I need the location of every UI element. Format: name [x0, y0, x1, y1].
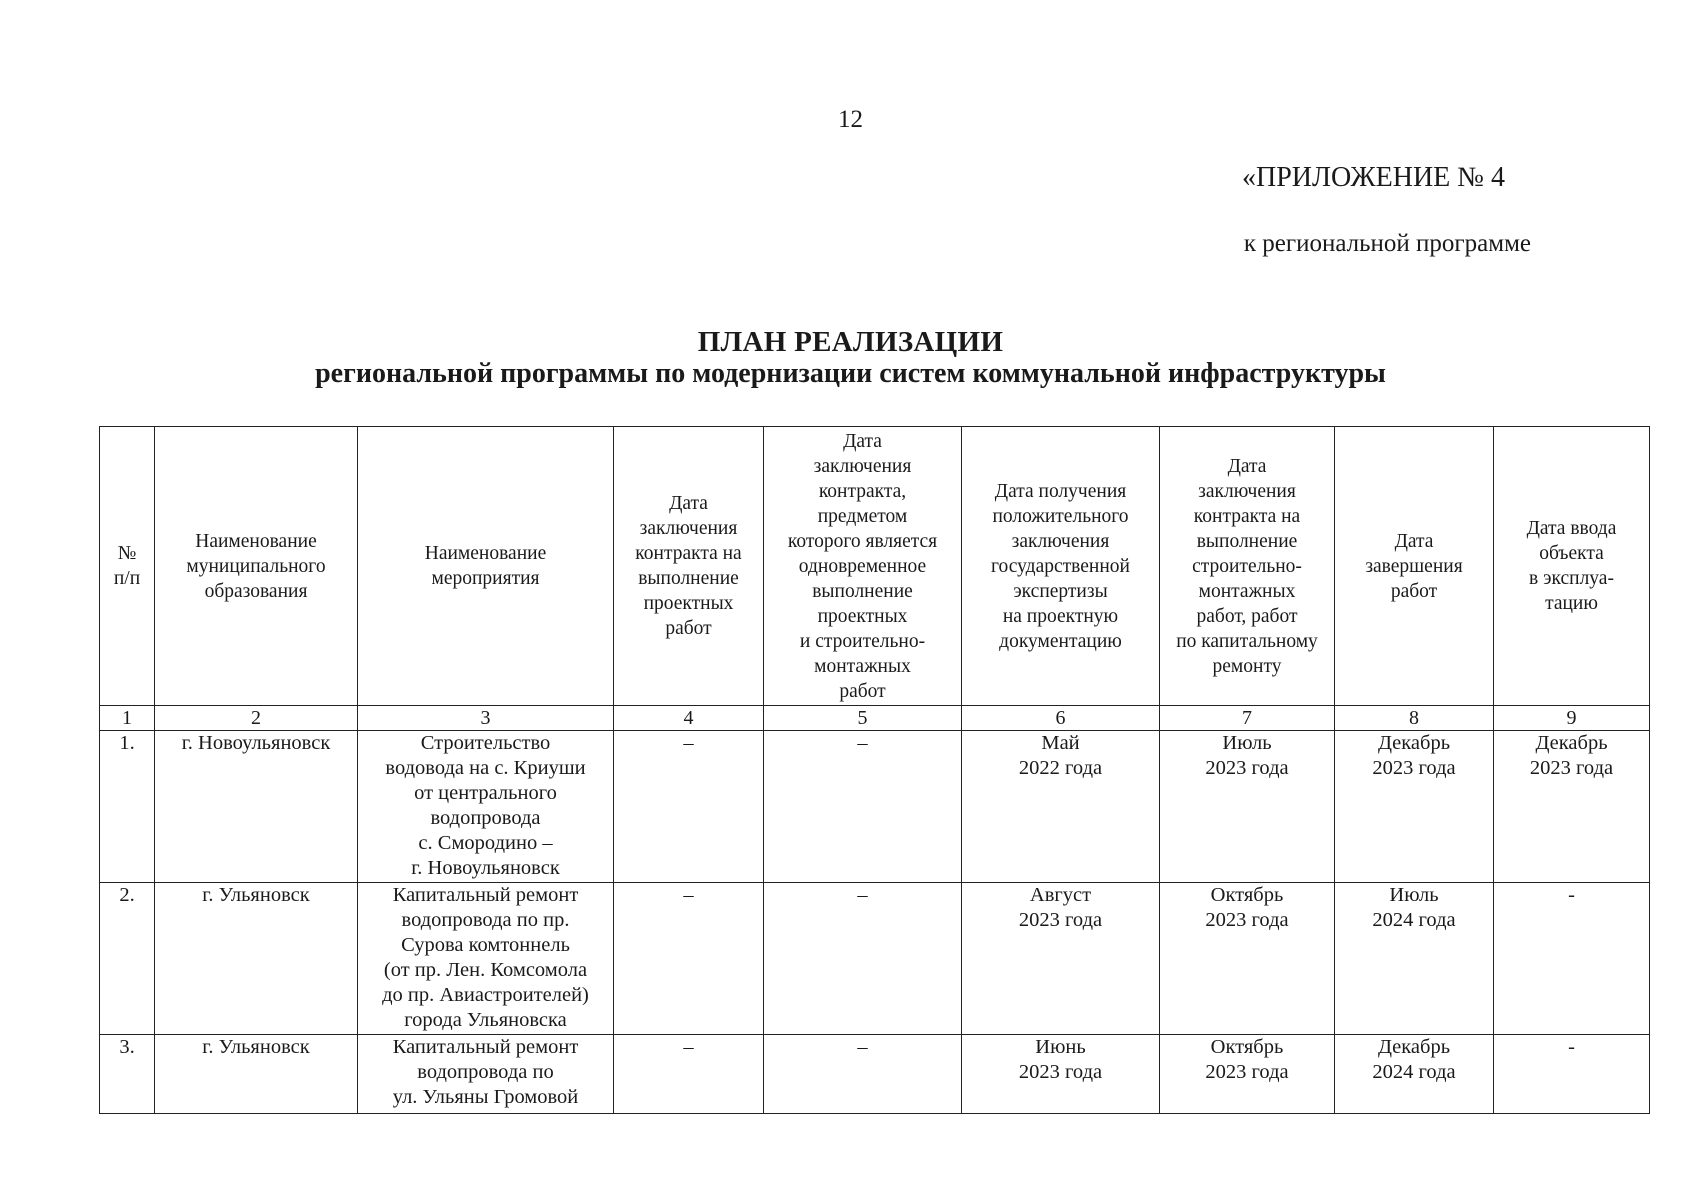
column-number: 3 [358, 706, 614, 731]
municipality-cell: г. Ульяновск [155, 883, 358, 1035]
construction-contract-cell: Октябрь 2023 года [1160, 883, 1335, 1035]
row-number: 3. [100, 1035, 155, 1114]
combined-contract-cell: – [764, 883, 962, 1035]
column-number: 2 [155, 706, 358, 731]
construction-contract-cell: Октябрь 2023 года [1160, 1035, 1335, 1114]
expertise-date-cell: Май 2022 года [962, 731, 1160, 883]
header-cell: Дата заключения контракта на выполнение строительно- монтажных работ, работ по капитальному ремонту [1160, 427, 1335, 706]
appendix-subtitle: к региональной программе [1243, 230, 1531, 257]
table-row [100, 1035, 1650, 1114]
commissioning-date-cell: - [1494, 883, 1650, 1035]
event-cell: Строительство водовода на с. Криуши от центрального водопровода с. Смородино – г. Новоульяновск [358, 731, 614, 883]
completion-date-cell: Декабрь 2023 года [1335, 731, 1494, 883]
header-cell: Дата получения положительного заключения государственной экспертизы на проектную документацию [962, 427, 1160, 706]
column-number: 8 [1335, 706, 1494, 731]
event-cell: Капитальный ремонт водопровода по пр. Сурова комтоннель (от пр. Лен. Комсомола до пр. Авиастроителей) города Ульяновска [358, 883, 614, 1035]
column-number-row [100, 706, 1650, 731]
design-contract-cell: – [614, 883, 764, 1035]
column-number: 9 [1494, 706, 1650, 731]
expertise-date-cell: Август 2023 года [962, 883, 1160, 1035]
header-cell: Дата ввода объекта в эксплуа- тацию [1494, 427, 1650, 706]
table-row [100, 883, 1650, 1035]
header-cell: Наименование мероприятия [358, 427, 614, 706]
header-cell: Наименование муниципального образования [155, 427, 358, 706]
commissioning-date-cell: - [1494, 1035, 1650, 1114]
combined-contract-cell: – [764, 1035, 962, 1114]
design-contract-cell: – [614, 731, 764, 883]
municipality-cell: г. Новоульяновск [155, 731, 358, 883]
table-header-row [100, 427, 1650, 706]
event-cell: Капитальный ремонт водопровода по ул. Ульяны Громовой [358, 1035, 614, 1114]
header-cell: Дата заключения контракта на выполнение проектных работ [614, 427, 764, 706]
row-number: 2. [100, 883, 155, 1035]
design-contract-cell: – [614, 1035, 764, 1114]
municipality-cell: г. Ульяновск [155, 1035, 358, 1114]
page-number: 12 [838, 106, 863, 133]
document-title: ПЛАН РЕАЛИЗАЦИИ [697, 326, 1004, 358]
completion-date-cell: Июль 2024 года [1335, 883, 1494, 1035]
column-number: 6 [962, 706, 1160, 731]
table-row [100, 731, 1650, 883]
appendix-title: «ПРИЛОЖЕНИЕ № 4 [1242, 162, 1505, 193]
completion-date-cell: Декабрь 2024 года [1335, 1035, 1494, 1114]
construction-contract-cell: Июль 2023 года [1160, 731, 1335, 883]
column-number: 1 [100, 706, 155, 731]
column-number: 7 [1160, 706, 1335, 731]
implementation-plan-table [99, 426, 1650, 1114]
column-number: 4 [614, 706, 764, 731]
row-number: 1. [100, 731, 155, 883]
header-cell: Дата завершения работ [1335, 427, 1494, 706]
combined-contract-cell: – [764, 731, 962, 883]
header-cell: № п/п [100, 427, 155, 706]
column-number: 5 [764, 706, 962, 731]
header-cell: Дата заключения контракта, предметом которого является одновременное выполнение проектных и строительно- монтажных работ [764, 427, 962, 706]
expertise-date-cell: Июнь 2023 года [962, 1035, 1160, 1114]
commissioning-date-cell: Декабрь 2023 года [1494, 731, 1650, 883]
document-subtitle: региональной программы по модернизации систем коммунальной инфраструктуры [315, 358, 1386, 389]
